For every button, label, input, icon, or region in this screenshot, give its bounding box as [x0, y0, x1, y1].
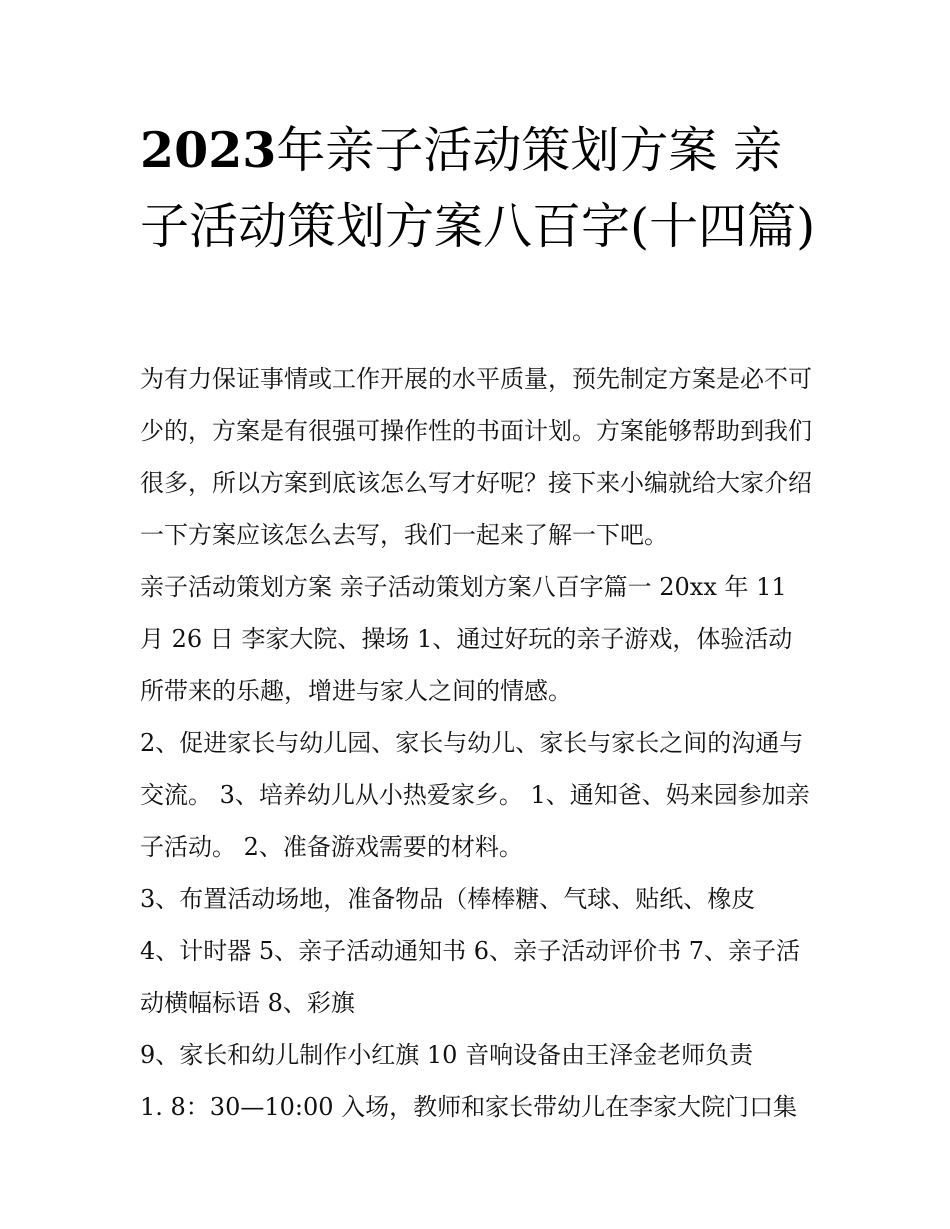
body-paragraph-2: 2、促进家长与幼儿园、家长与幼儿、家长与家长之间的沟通与交流。 3、培养幼儿从小热爱家乡。 1、通知爸、妈来园参加亲子活动。 2、准备游戏需要的材料。 [140, 729, 810, 861]
body-paragraph-5: 9、家长和幼儿制作小红旗 10 音响设备由王泽金老师负责 [140, 1041, 754, 1069]
body-paragraph-6: 1. 8：30—10:00 入场，教师和家长带幼儿在李家大院门口集 [140, 1093, 798, 1121]
document-body [140, 353, 812, 1133]
body-paragraph-1: 亲子活动策划方案 亲子活动策划方案八百字篇一 20xx 年 11 月 26 日 李家大院、操场 1、通过好玩的亲子游戏，体验活动所带来的乐趣，增进与家人之间的情感。 [140, 573, 793, 705]
intro-paragraph: 为有力保证事情或工作开展的水平质量，预先制定方案是必不可少的，方案是有很强可操作性的书面计划。方案能够帮助到我们很多，所以方案到底该怎么写才好呢？接下来小编就给大家介绍一下方案应该怎么去写，我们一起来了解一下吧。 [140, 365, 812, 549]
body-paragraph-4: 4、计时器 5、亲子活动通知书 6、亲子活动评价书 7、亲子活动横幅标语 8、彩旗 [140, 937, 800, 1017]
title-year: 2023 [140, 121, 277, 179]
title-text: 年亲子活动策划方案 亲子活动策划方案八百字(十四篇) [140, 122, 816, 255]
body-paragraph-3: 3、布置活动场地，准备物品（棒棒糖、气球、贴纸、橡皮 [140, 885, 756, 913]
document-title [140, 112, 820, 265]
